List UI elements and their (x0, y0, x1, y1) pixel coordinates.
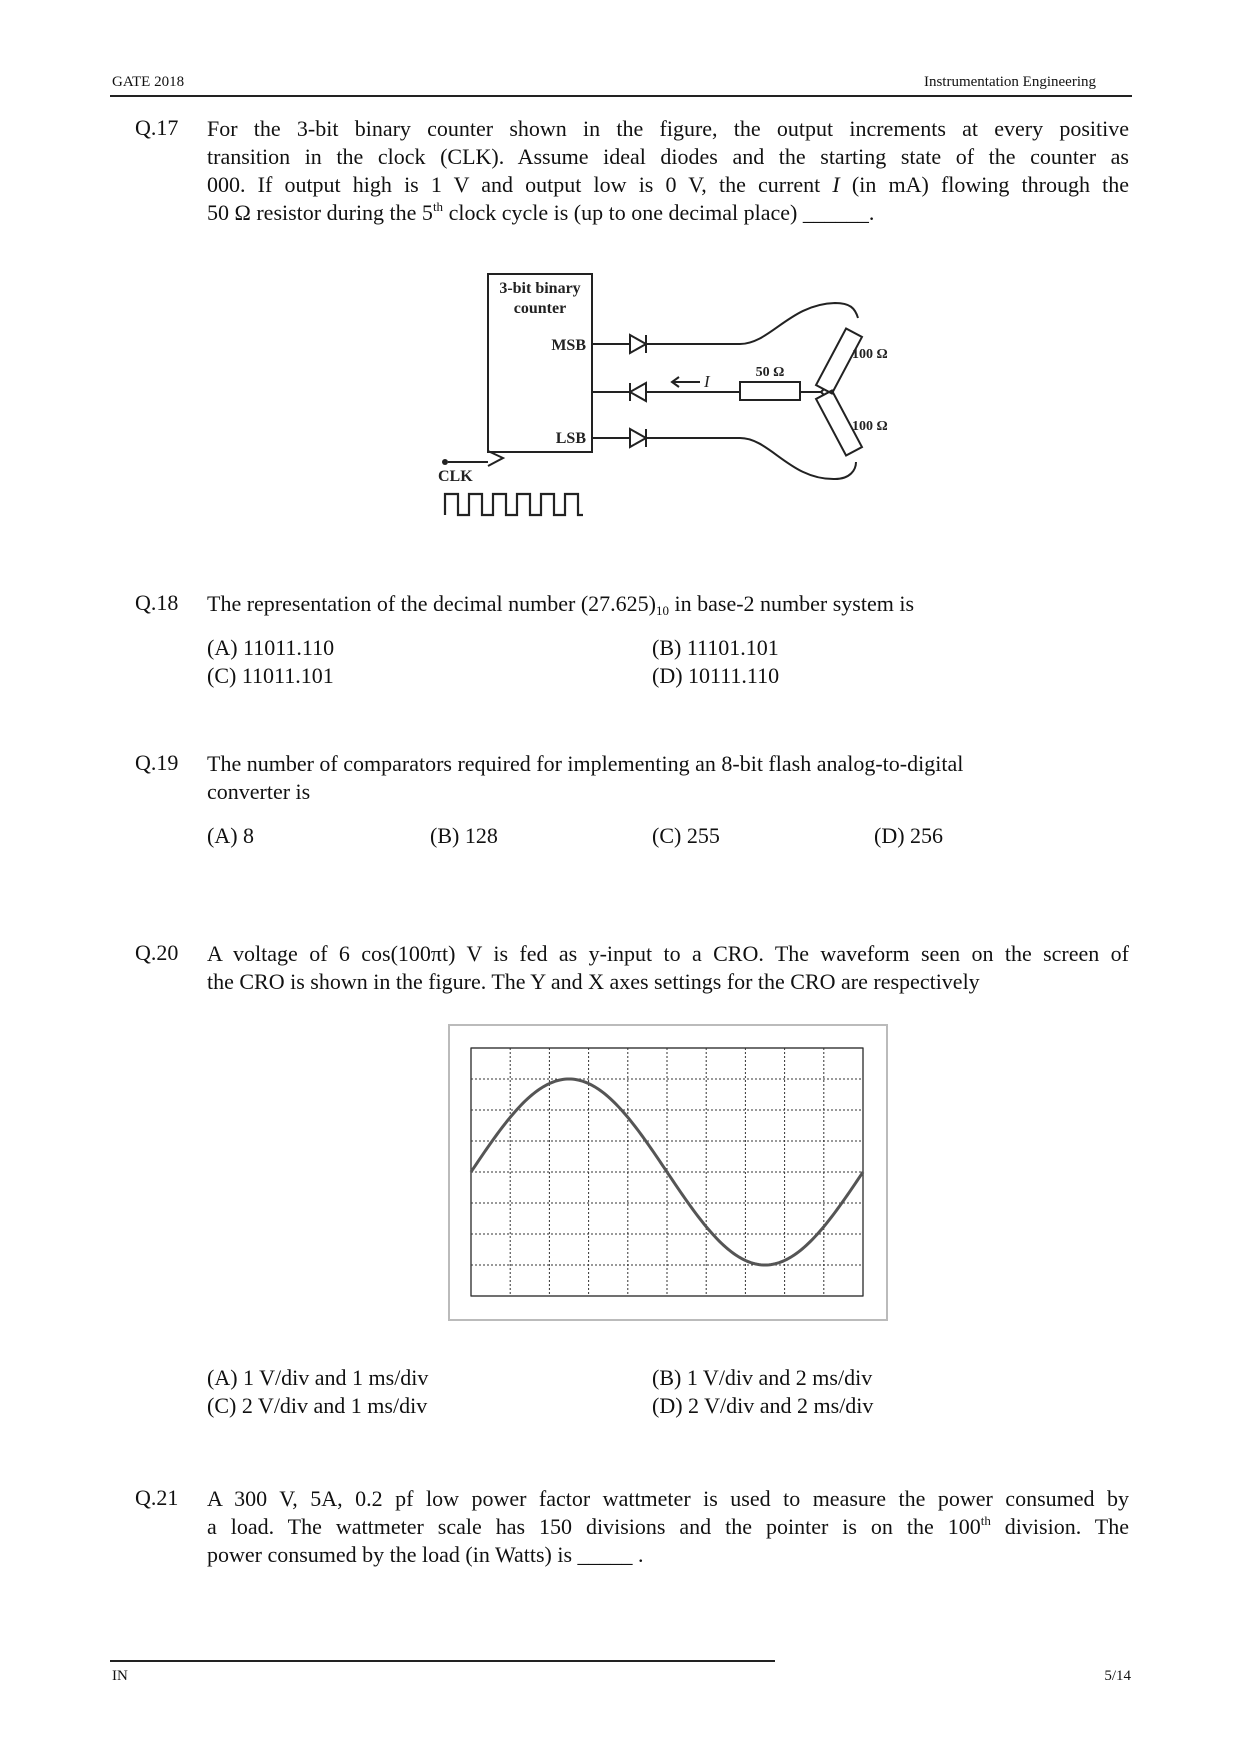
q19-line1: The number of comparators required for implementing an 8-bit flash analog-to-digital (207, 751, 964, 776)
header-rule (110, 95, 1132, 97)
q17-line3 (207, 171, 1129, 199)
footer-right: 5/14 (1104, 1668, 1131, 1684)
q20-option-d[interactable]: (D) 2 V/div and 2 ms/div (652, 1393, 874, 1418)
q17-line4a: 50 Ω resistor during the 5 (207, 200, 433, 225)
q20-option-c[interactable]: (C) 2 V/div and 1 ms/div (207, 1393, 428, 1418)
msb-label: MSB (551, 337, 586, 354)
header-right: Instrumentation Engineering (923, 74, 1096, 90)
counter-title-2: counter (513, 300, 567, 317)
q20-number: Q.20 (135, 940, 179, 965)
q17-line4-sup: th (432, 199, 444, 214)
footer-rule (110, 1660, 775, 1662)
q18-option-b[interactable]: (B) 11101.101 (652, 635, 779, 660)
q20-line1: A voltage of 6 cos(100πt) V is fed as y-input to a CRO. The waveform seen on the screen of (207, 941, 1129, 966)
q21-line2 (207, 1513, 1129, 1541)
q19-number: Q.19 (135, 750, 179, 775)
q21-line2-sup: th (980, 1513, 991, 1528)
q17-line4b: clock cycle is (up to one decimal place) ______. (443, 200, 875, 225)
q17-current-symbol: I (832, 172, 840, 197)
r100-bottom-label: 100 Ω (852, 419, 888, 434)
q21-line2b: division. The (990, 1514, 1129, 1539)
q21-line1: A 300 V, 5A, 0.2 pf low power factor wattmeter is used to measure the power consumed by (207, 1486, 1129, 1511)
r100-top-label: 100 Ω (852, 347, 888, 362)
header-left: GATE 2018 (112, 74, 185, 90)
q18-text-a: The representation of the decimal number (27.625) (207, 591, 657, 616)
counter-title-1: 3-bit binary (499, 280, 581, 297)
q19-text (207, 750, 1129, 806)
counter-circuit-figure (430, 265, 920, 530)
r50-label: 50 Ω (755, 365, 785, 380)
q17-number: Q.17 (135, 115, 179, 140)
lsb-label: LSB (555, 430, 586, 447)
q18-number: Q.18 (135, 590, 179, 615)
q21-line3: power consumed by the load (in Watts) is _____ . (207, 1542, 644, 1567)
q20-option-a[interactable]: (A) 1 V/div and 1 ms/div (207, 1365, 429, 1390)
q20-text (207, 940, 1129, 996)
q19-option-c[interactable]: (C) 255 (652, 823, 720, 848)
q17-line4 (207, 199, 1129, 227)
q21-text (207, 1485, 1129, 1569)
footer-left: IN (112, 1668, 128, 1684)
q21-line2a: a load. The wattmeter scale has 150 divisions and the pointer is on the 100 (207, 1514, 981, 1539)
q18-option-a[interactable]: (A) 11011.110 (207, 635, 335, 660)
q19-line2: converter is (207, 779, 311, 804)
q17-line2: transition in the clock (CLK). Assume ideal diodes and the starting state of the counter as (207, 144, 1129, 169)
q18-option-d[interactable]: (D) 10111.110 (652, 663, 780, 688)
q17-text (207, 115, 1129, 227)
q18-option-c[interactable]: (C) 11011.101 (207, 663, 334, 688)
q17-line3a: 000. If output high is 1 V and output low is 0 V, the current (207, 172, 833, 197)
q19-option-a[interactable]: (A) 8 (207, 823, 255, 848)
q21-number: Q.21 (135, 1485, 179, 1510)
q18-text-b: in base-2 number system is (669, 591, 915, 616)
current-i-label: I (704, 372, 710, 391)
q20-option-b[interactable]: (B) 1 V/div and 2 ms/div (652, 1365, 873, 1390)
cro-screen-figure (448, 1024, 888, 1321)
q18-subscript: 10 (656, 603, 670, 618)
clk-label: CLK (438, 468, 473, 485)
q18-text (207, 590, 1129, 618)
q19-option-d[interactable]: (D) 256 (874, 823, 944, 848)
q17-line3c: (in mA) flowing through the (839, 172, 1129, 197)
q19-option-b[interactable]: (B) 128 (430, 823, 498, 848)
q20-line2: the CRO is shown in the figure. The Y and X axes settings for the CRO are respectively (207, 969, 980, 994)
q17-line1: For the 3-bit binary counter shown in the figure, the output increments at every positive (207, 116, 1129, 141)
